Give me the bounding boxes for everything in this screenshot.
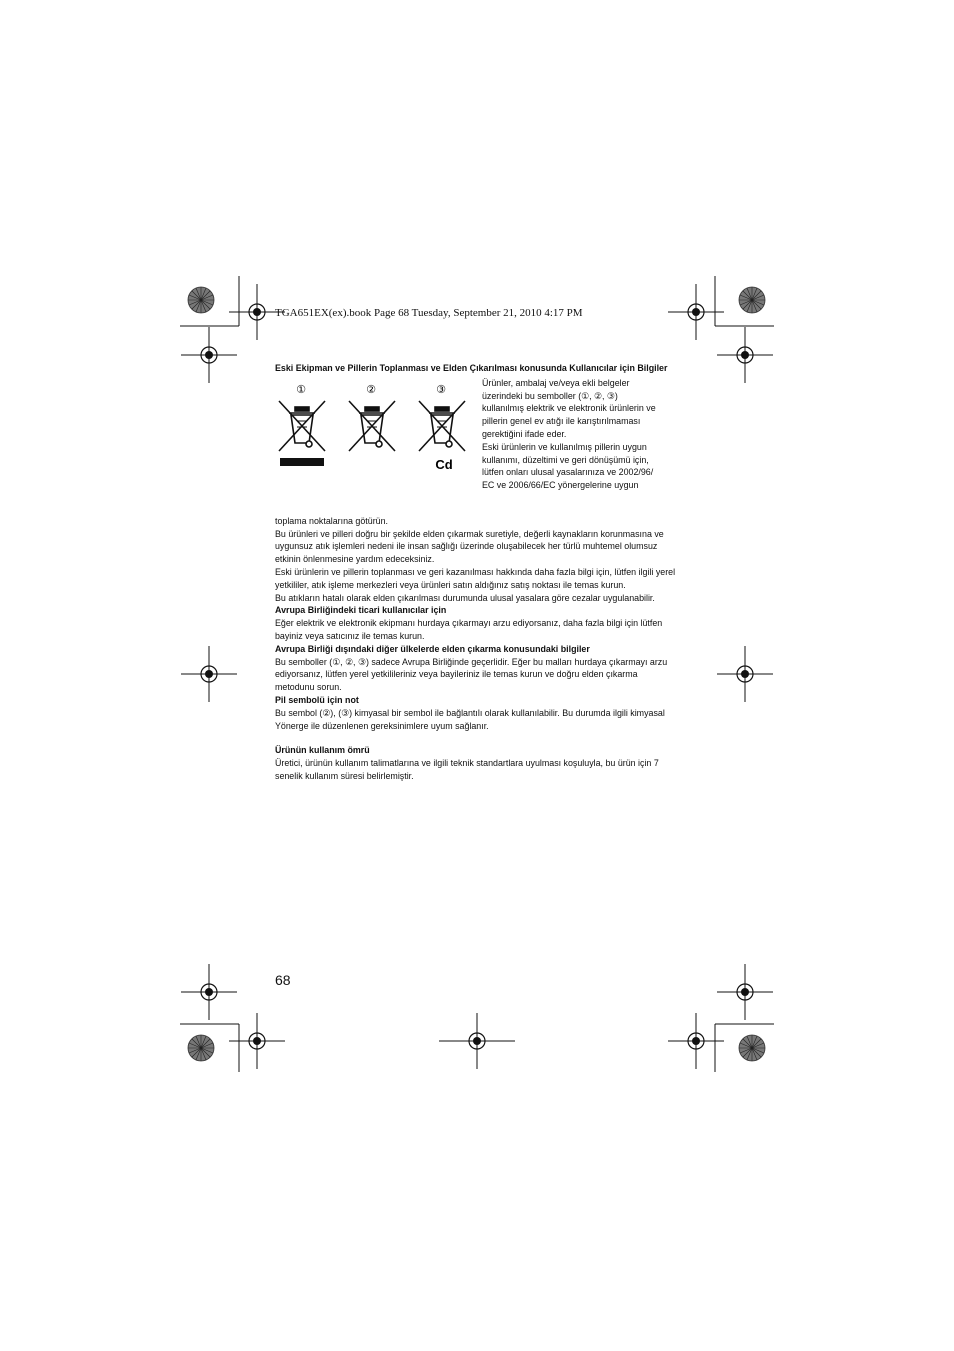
side-line: üzerindeki bu semboller (①, ②, ③) xyxy=(482,390,618,401)
crossed-bin-icon xyxy=(279,401,325,451)
crop-mark-bottom-left xyxy=(180,964,285,1072)
side-line: kullanılmış elektrik ve elektronik ürünlerin ve xyxy=(482,403,656,414)
paragraph-benefit: Bu ürünleri ve pilleri doğru bir şekilde elden çıkarmak suretiyle, değerli kaynakların korunmasına ve uygunsuz atık işlemleri nedeni ile insan sağlığı üzerinde oluşabilecek her türlü muhtemel olumsuz etkinin önlenmesine yardım edeceksiniz. xyxy=(275,528,664,565)
symbols-description xyxy=(482,377,679,492)
paragraph-battery: Bu sembol (②), (③) kimyasal bir sembol ile bağlantılı olarak kullanılabilir. Bu durumda ilgili kimyasal Yönerge ile düzenlenen gereksinimlere uyum sağlanır. xyxy=(275,707,665,731)
side-line: Ürünler, ambalaj ve/veya ekli belgeler xyxy=(482,377,630,388)
crop-mark-mid-right xyxy=(717,646,773,702)
symbol-label-3: ③ xyxy=(436,382,446,396)
paragraph-continue: toplama noktalarına götürün. xyxy=(275,515,388,526)
chemical-symbol: Cd xyxy=(435,456,453,472)
file-info-header: TGA651EX(ex).book Page 68 Tuesday, September 21, 2010 4:17 PM xyxy=(275,307,583,319)
side-line: pillerin genel ev atığı ile karıştırılmaması xyxy=(482,416,641,427)
crossed-bin-icon xyxy=(349,401,395,451)
heading-business: Avrupa Birliğindeki ticari kullanıcılar için xyxy=(275,605,447,616)
crop-mark-mid-left xyxy=(181,646,237,702)
side-line: gerektiğini ifade eder. xyxy=(482,428,567,439)
page-title: Eski Ekipman ve Pillerin Toplanması ve Elden Çıkarılması konusunda Kullanıcılar için Bilgiler xyxy=(275,363,668,373)
heading-outside-eu: Avrupa Birliği dışındaki diğer ülkelerde elden çıkarma konusundaki bilgiler xyxy=(275,643,590,654)
side-line: lütfen onları ulusal yasalarınıza ve 2002/96/ xyxy=(482,467,654,478)
paragraph-outside-eu: Bu semboller (①, ②, ③) sadece Avrupa Birliğinde geçerlidir. Eğer bu malları hurdaya çıkarmayı arzu ediyorsanız, lütfen yerel yetkilileriniz veya bayileriniz ile temas kurun ve doğru elden çıkarma metodunu sorun. xyxy=(275,656,668,693)
crossed-bin-icon xyxy=(419,401,465,451)
side-line: kullanımı, düzeltimi ve geri dönüşümü için, xyxy=(482,454,649,465)
side-line: EC ve 2006/66/EC yönergelerine uygun xyxy=(482,480,639,491)
page-number: 68 xyxy=(275,972,291,988)
paragraph-lifetime: Üretici, ürünün kullanım talimatlarına ve ilgili teknik standartlara uyulması koşuluyla, bu ürün için 7 senelik kullanım süresi belirlemiştir. xyxy=(275,758,659,781)
crop-mark-bottom-right xyxy=(668,964,774,1072)
recycle-symbols xyxy=(275,381,475,501)
document-body xyxy=(275,362,679,783)
heading-battery: Pil sembolü için not xyxy=(275,694,359,705)
symbol-label-1: ① xyxy=(296,382,306,396)
crop-mark-top-left xyxy=(180,276,285,383)
symbol-label-2: ② xyxy=(366,382,376,396)
paragraph-business: Eğer elektrik ve elektronik ekipmanı hurdaya çıkarmayı arzu ediyorsanız, daha fazla bilgi için lütfen bayiniz veya satıcınız ile temas kurun. xyxy=(275,618,663,641)
crop-mark-top-right xyxy=(668,276,774,383)
side-line: Eski ürünlerin ve kullanılmış pillerin uygun xyxy=(482,441,647,452)
symbols-section xyxy=(275,377,679,515)
heading-lifetime: Ürünün kullanım ömrü xyxy=(275,745,370,756)
paragraph-info: Eski ürünlerin ve pillerin toplanması ve geri kazanılması hakkında daha fazla bilgi için, lütfen ilgili yerel yetkililer, atık işleme merkezleri veya ürünleri satın aldığınız satış noktası ile temas kurun. xyxy=(275,566,676,590)
solid-bar xyxy=(280,458,324,466)
paragraph-penalty: Bu atıkların hatalı olarak elden çıkarılması durumunda ulusal yasalara göre cezalar uygulanabilir. xyxy=(275,592,655,603)
